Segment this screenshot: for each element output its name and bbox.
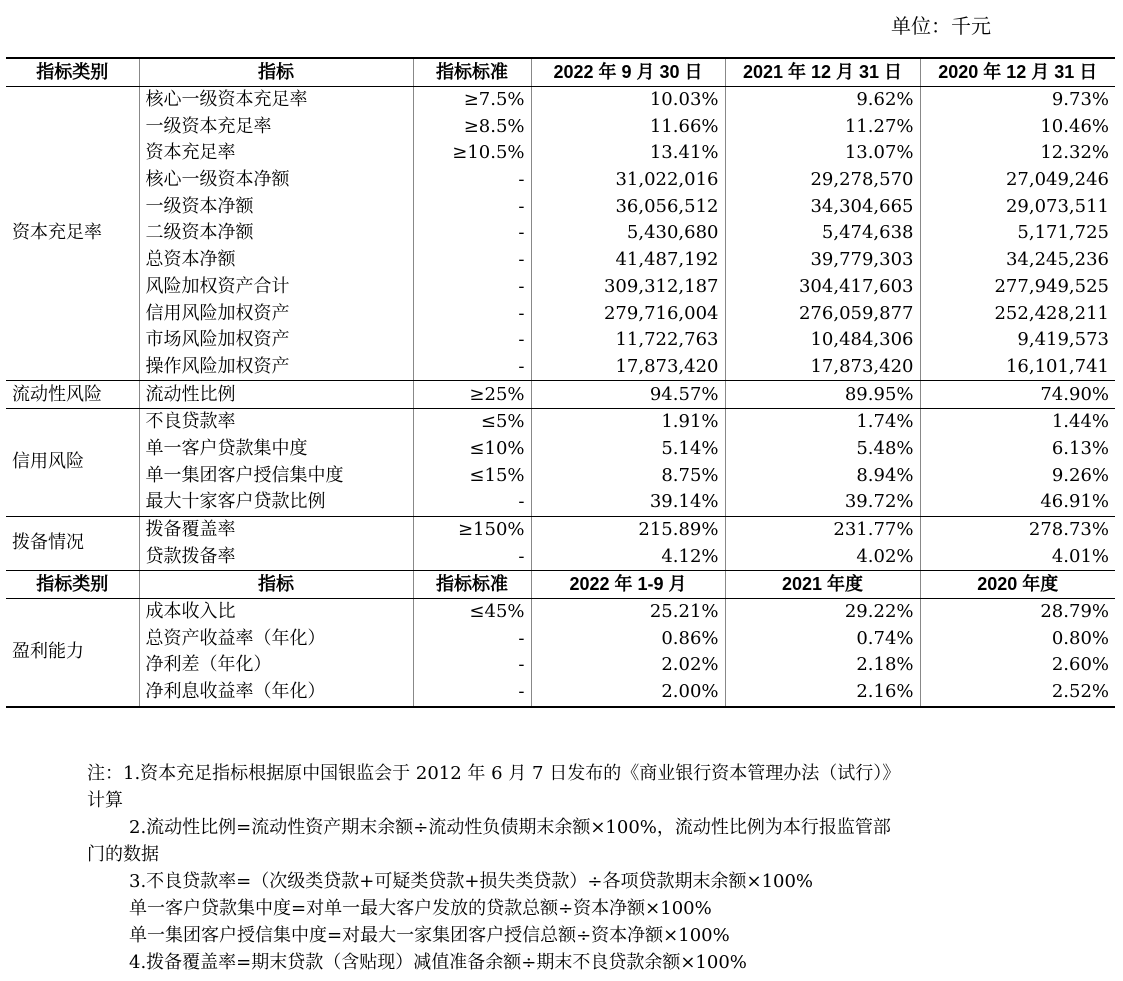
note-line: 3.不良贷款率=（次级类贷款+可疑类贷款+损失类贷款）÷各项贷款期末余额×100% bbox=[129, 871, 814, 892]
standard-cell: - bbox=[413, 247, 531, 274]
standard-cell: - bbox=[413, 220, 531, 247]
value-cell: 279,716,004 bbox=[531, 300, 725, 327]
table-row bbox=[6, 381, 1115, 409]
value-cell: 29,073,511 bbox=[920, 193, 1115, 220]
value-cell: 10.46% bbox=[920, 113, 1115, 140]
value-cell: 6.13% bbox=[920, 436, 1115, 463]
indicator-cell: 一级资本充足率 bbox=[139, 113, 413, 140]
value-cell: 10,484,306 bbox=[725, 327, 920, 354]
value-cell: 8.94% bbox=[725, 462, 920, 489]
column-header: 指标类别 bbox=[6, 58, 139, 86]
table-row bbox=[6, 489, 1115, 516]
table-row bbox=[6, 652, 1115, 679]
column-header: 指标标准 bbox=[413, 58, 531, 86]
table-row bbox=[6, 598, 1115, 625]
value-cell: 74.90% bbox=[920, 381, 1115, 409]
value-cell: 304,417,603 bbox=[725, 274, 920, 301]
indicator-cell: 不良贷款率 bbox=[139, 408, 413, 435]
value-cell: 0.74% bbox=[725, 625, 920, 652]
standard-cell: ≥150% bbox=[413, 516, 531, 543]
column-header: 2021 年度 bbox=[725, 571, 920, 599]
standard-cell: - bbox=[413, 489, 531, 516]
value-cell: 252,428,211 bbox=[920, 300, 1115, 327]
table-row bbox=[6, 436, 1115, 463]
note-line: 4.拨备覆盖率=期末贷款（含贴现）减值准备余额÷期末不良贷款余额×100% bbox=[129, 952, 747, 973]
value-cell: 0.80% bbox=[920, 625, 1115, 652]
category-cell: 盈利能力 bbox=[6, 598, 139, 706]
value-cell: 0.86% bbox=[531, 625, 725, 652]
value-cell: 46.91% bbox=[920, 489, 1115, 516]
table-row bbox=[6, 408, 1115, 435]
category-cell: 信用风险 bbox=[6, 408, 139, 516]
standard-cell: ≥25% bbox=[413, 381, 531, 409]
standard-cell: - bbox=[413, 652, 531, 679]
standard-cell: - bbox=[413, 193, 531, 220]
indicator-cell: 核心一级资本充足率 bbox=[139, 86, 413, 113]
indicator-cell: 最大十家客户贷款比例 bbox=[139, 489, 413, 516]
value-cell: 2.18% bbox=[725, 652, 920, 679]
value-cell: 9,419,573 bbox=[920, 327, 1115, 354]
standard-cell: - bbox=[413, 543, 531, 570]
value-cell: 5,171,725 bbox=[920, 220, 1115, 247]
indicator-cell: 成本收入比 bbox=[139, 598, 413, 625]
value-cell: 27,049,246 bbox=[920, 167, 1115, 194]
standard-cell: ≤10% bbox=[413, 436, 531, 463]
column-header: 指标 bbox=[139, 571, 413, 599]
indicator-cell: 操作风险加权资产 bbox=[139, 354, 413, 381]
value-cell: 309,312,187 bbox=[531, 274, 725, 301]
standard-cell: - bbox=[413, 167, 531, 194]
value-cell: 34,245,236 bbox=[920, 247, 1115, 274]
unit-label: 单位：千元 bbox=[891, 14, 991, 38]
table-row bbox=[6, 247, 1115, 274]
note-line: 2.流动性比例=流动性资产期末余额÷流动性负债期末余额×100%，流动性比例为本行报监管部 bbox=[129, 817, 891, 838]
column-header: 2020 年 12 月 31 日 bbox=[920, 58, 1115, 86]
value-cell: 29.22% bbox=[725, 598, 920, 625]
table-row bbox=[6, 543, 1115, 570]
category-cell: 拨备情况 bbox=[6, 516, 139, 570]
indicator-cell: 信用风险加权资产 bbox=[139, 300, 413, 327]
table-header-row bbox=[6, 571, 1115, 599]
standard-cell: - bbox=[413, 300, 531, 327]
indicator-cell: 净利差（年化） bbox=[139, 652, 413, 679]
table-header-row bbox=[6, 58, 1115, 86]
value-cell: 13.07% bbox=[725, 140, 920, 167]
column-header: 2021 年 12 月 31 日 bbox=[725, 58, 920, 86]
value-cell: 8.75% bbox=[531, 462, 725, 489]
table-row bbox=[6, 220, 1115, 247]
column-header: 2022 年 9 月 30 日 bbox=[531, 58, 725, 86]
value-cell: 1.44% bbox=[920, 408, 1115, 435]
value-cell: 2.52% bbox=[920, 679, 1115, 707]
value-cell: 2.16% bbox=[725, 679, 920, 707]
indicator-cell: 核心一级资本净额 bbox=[139, 167, 413, 194]
value-cell: 4.12% bbox=[531, 543, 725, 570]
table-row bbox=[6, 300, 1115, 327]
value-cell: 28.79% bbox=[920, 598, 1115, 625]
value-cell: 11,722,763 bbox=[531, 327, 725, 354]
column-header: 2022 年 1-9 月 bbox=[531, 571, 725, 599]
value-cell: 277,949,525 bbox=[920, 274, 1115, 301]
value-cell: 1.91% bbox=[531, 408, 725, 435]
value-cell: 12.32% bbox=[920, 140, 1115, 167]
value-cell: 5.14% bbox=[531, 436, 725, 463]
value-cell: 2.60% bbox=[920, 652, 1115, 679]
standard-cell: - bbox=[413, 625, 531, 652]
value-cell: 276,059,877 bbox=[725, 300, 920, 327]
value-cell: 4.01% bbox=[920, 543, 1115, 570]
note-line: 计算 bbox=[87, 790, 123, 811]
table-row bbox=[6, 274, 1115, 301]
table-row bbox=[6, 679, 1115, 707]
value-cell: 11.27% bbox=[725, 113, 920, 140]
note-line: 单一客户贷款集中度=对单一最大客户发放的贷款总额÷资本净额×100% bbox=[129, 898, 712, 919]
value-cell: 39,779,303 bbox=[725, 247, 920, 274]
standard-cell: - bbox=[413, 354, 531, 381]
value-cell: 9.26% bbox=[920, 462, 1115, 489]
column-header: 2020 年度 bbox=[920, 571, 1115, 599]
value-cell: 9.73% bbox=[920, 86, 1115, 113]
indicator-cell: 二级资本净额 bbox=[139, 220, 413, 247]
indicator-cell: 资本充足率 bbox=[139, 140, 413, 167]
value-cell: 2.02% bbox=[531, 652, 725, 679]
value-cell: 39.72% bbox=[725, 489, 920, 516]
table-row bbox=[6, 625, 1115, 652]
indicator-cell: 净利息收益率（年化） bbox=[139, 679, 413, 707]
value-cell: 278.73% bbox=[920, 516, 1115, 543]
value-cell: 4.02% bbox=[725, 543, 920, 570]
category-cell: 流动性风险 bbox=[6, 381, 139, 409]
value-cell: 17,873,420 bbox=[725, 354, 920, 381]
value-cell: 9.62% bbox=[725, 86, 920, 113]
column-header: 指标类别 bbox=[6, 571, 139, 599]
standard-cell: ≤45% bbox=[413, 598, 531, 625]
value-cell: 34,304,665 bbox=[725, 193, 920, 220]
value-cell: 36,056,512 bbox=[531, 193, 725, 220]
table-row bbox=[6, 167, 1115, 194]
column-header: 指标标准 bbox=[413, 571, 531, 599]
indicator-cell: 风险加权资产合计 bbox=[139, 274, 413, 301]
table-row bbox=[6, 462, 1115, 489]
value-cell: 5,430,680 bbox=[531, 220, 725, 247]
indicator-cell: 市场风险加权资产 bbox=[139, 327, 413, 354]
category-cell: 资本充足率 bbox=[6, 86, 139, 381]
value-cell: 13.41% bbox=[531, 140, 725, 167]
value-cell: 2.00% bbox=[531, 679, 725, 707]
value-cell: 25.21% bbox=[531, 598, 725, 625]
value-cell: 89.95% bbox=[725, 381, 920, 409]
value-cell: 41,487,192 bbox=[531, 247, 725, 274]
value-cell: 5.48% bbox=[725, 436, 920, 463]
note-line: 单一集团客户授信集中度=对最大一家集团客户授信总额÷资本净额×100% bbox=[129, 925, 730, 946]
standard-cell: - bbox=[413, 679, 531, 707]
indicator-cell: 总资本净额 bbox=[139, 247, 413, 274]
indicator-cell: 单一客户贷款集中度 bbox=[139, 436, 413, 463]
value-cell: 29,278,570 bbox=[725, 167, 920, 194]
value-cell: 16,101,741 bbox=[920, 354, 1115, 381]
value-cell: 11.66% bbox=[531, 113, 725, 140]
note-line: 注：1.资本充足指标根据原中国银监会于 2012 年 6 月 7 日发布的《商业银行资本管理办法（试行）》 bbox=[87, 763, 901, 784]
regulatory-metrics-table bbox=[6, 57, 1115, 708]
value-cell: 10.03% bbox=[531, 86, 725, 113]
indicator-cell: 流动性比例 bbox=[139, 381, 413, 409]
indicator-cell: 总资产收益率（年化） bbox=[139, 625, 413, 652]
table-row bbox=[6, 354, 1115, 381]
table-row bbox=[6, 516, 1115, 543]
standard-cell: ≥10.5% bbox=[413, 140, 531, 167]
note-line: 门的数据 bbox=[87, 844, 159, 865]
indicator-cell: 贷款拨备率 bbox=[139, 543, 413, 570]
footnotes bbox=[87, 760, 1027, 976]
standard-cell: ≤15% bbox=[413, 462, 531, 489]
value-cell: 215.89% bbox=[531, 516, 725, 543]
value-cell: 39.14% bbox=[531, 489, 725, 516]
indicator-cell: 一级资本净额 bbox=[139, 193, 413, 220]
table-row bbox=[6, 113, 1115, 140]
standard-cell: - bbox=[413, 327, 531, 354]
value-cell: 5,474,638 bbox=[725, 220, 920, 247]
standard-cell: ≥8.5% bbox=[413, 113, 531, 140]
table-row bbox=[6, 86, 1115, 113]
value-cell: 1.74% bbox=[725, 408, 920, 435]
standard-cell: - bbox=[413, 274, 531, 301]
column-header: 指标 bbox=[139, 58, 413, 86]
standard-cell: ≥7.5% bbox=[413, 86, 531, 113]
value-cell: 31,022,016 bbox=[531, 167, 725, 194]
value-cell: 17,873,420 bbox=[531, 354, 725, 381]
table-row bbox=[6, 140, 1115, 167]
indicator-cell: 单一集团客户授信集中度 bbox=[139, 462, 413, 489]
table-row bbox=[6, 193, 1115, 220]
value-cell: 94.57% bbox=[531, 381, 725, 409]
table-row bbox=[6, 327, 1115, 354]
value-cell: 231.77% bbox=[725, 516, 920, 543]
standard-cell: ≤5% bbox=[413, 408, 531, 435]
indicator-cell: 拨备覆盖率 bbox=[139, 516, 413, 543]
